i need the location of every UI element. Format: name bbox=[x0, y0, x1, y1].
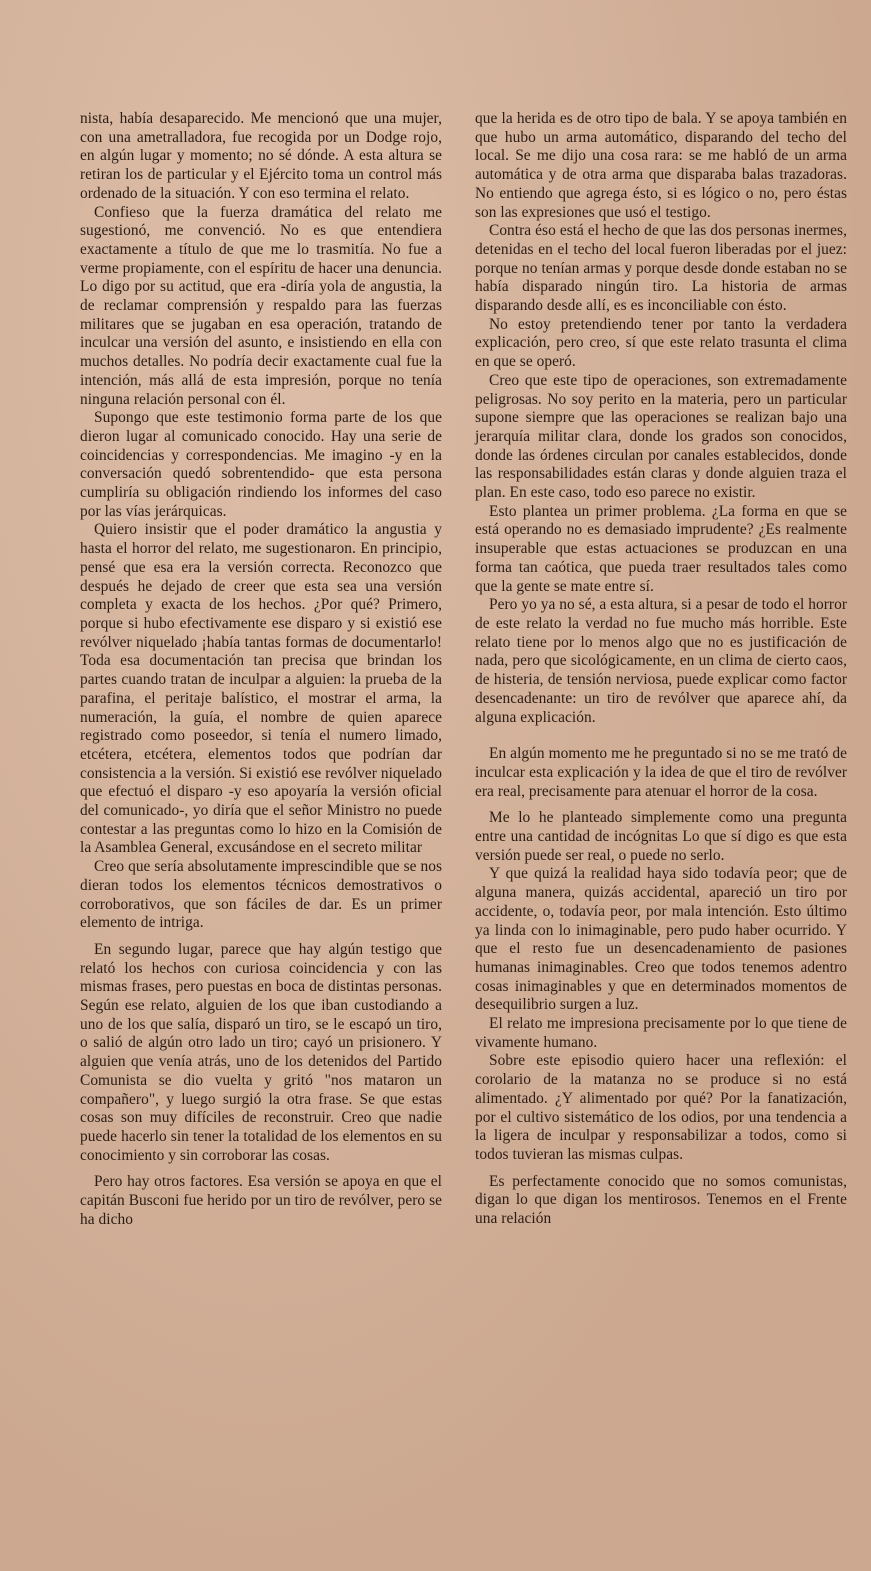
paragraph: Es perfectamente conocido que no somos comunistas, digan lo que digan los mentirosos. Tenemos en el Frente una relación bbox=[475, 1172, 847, 1228]
paragraph: Me lo he planteado simplemente como una pregunta entre una cantidad de incógnitas Lo que sí digo es que esta versión puede ser real, o puede no serlo. bbox=[475, 809, 847, 864]
paragraph: que la herida es de otro tipo de bala. Y se apoya también en que hubo un arma automático, disparando del techo del local. Se me dijo una cosa rara: se me habló de un arma automática y de otra arma que disparaba balas trazadoras. No entiendo que agrega ésto, si es lógico o no, pero éstas son las expresiones que usó el testigo. bbox=[475, 110, 847, 221]
paragraph: El relato me impresiona precisamente por lo que tiene de vivamente humano. bbox=[475, 1015, 847, 1051]
paragraph: Pero hay otros factores. Esa versión se apoya en que el capitán Busconi fue herido por un tiro de revólver, pero se ha dicho bbox=[80, 1173, 442, 1228]
paragraph: Esto plantea un primer problema. ¿La forma en que se está operando no es demasiado imprudente? ¿Es realmente insuperable que estas actuaciones se produzcan en una forma tan caótica, que pueda traer resultados tales como que la gente se mate entre sí. bbox=[475, 502, 847, 595]
paragraph: En algún momento me he preguntado si no se me trató de inculcar esta explicación y la idea de que el tiro de revólver era real, precisamente para atenuar el horror de la cosa. bbox=[475, 745, 847, 800]
paragraph: Y que quizá la realidad haya sido todavía peor; que de alguna manera, quizás accidental, apareció un tiro por accidente, o, todavía peor, por mala intención. Esto último ya linda con lo inimaginable, pero pudo haber ocurrido. Y que el resto fue un desencadenamiento de pasiones humanas inimaginables. Creo que todos tenemos adentro cosas inimaginables y que en determinados momentos de desequilibrio surgen a luz. bbox=[475, 865, 847, 1014]
paragraph: No estoy pretendiendo tener por tanto la verdadera explicación, pero creo, sí que este relato trasunta el clima en que se operó. bbox=[475, 315, 847, 371]
paragraph: Contra éso está el hecho de que las dos personas inermes, detenidas en el techo del local fueron liberadas por el juez: porque no tenían armas y porque desde donde estaban no se había disparado ningún tiro. La historia de armas disparando desde allí, es es inconciliable con ésto. bbox=[475, 222, 847, 315]
paragraph: nista, había desaparecido. Me mencionó que una mujer, con una ametralladora, fue recogida por un Dodge rojo, en algún lugar y momento; no sé dónde. A esta altura se retiran los de particular y el Ejército toma un control más ordenado de la situación. Y con eso termina el relato. bbox=[80, 110, 442, 202]
paragraph: Quiero insistir que el poder dramático la angustia y hasta el horror del relato, me sugestionaron. En principio, pensé que esa era la versión correcta. Reconozco que después he dejado de creer que esta sea una versión completa y exacta de los hechos. ¿Por qué? Primero, porque si hubo efectivamente ese disparo y si existió ese revólver niquelado ¡había tantas formas de documentarlo! Toda esa documentación tan precisa que brindan los partes cuando tratan de inculpar a alguien: la prueba de la parafina, el peritaje balístico, el mostrar el arma, la numeración, la guía, el nombre de quien aparece registrado como poseedor, si tenía el numero limado, etcétera, etcétera, elementos todos que podrían dar consistencia a la versión. Si existió ese revólver niquelado que efectuó el disparo -y eso apoyaría la versión oficial del comunicado-, yo diría que el señor Ministro no puede contestar a las preguntas como lo hizo en la Comisión de la Asamblea General, excusándose en el secreto militar bbox=[80, 521, 442, 857]
paragraph: Supongo que este testimonio forma parte de los que dieron lugar al comunicado conocido. Hay una serie de coincidencias y correspondencias. Me imagino -y en la conversación quedó sobrentendido- que esta persona cumpliría su obligación rindiendo los informes del caso por las vías jerárquicas. bbox=[80, 409, 442, 520]
paragraph: En segundo lugar, parece que hay algún testigo que relató los hechos con curiosa coincidencia y con las mismas frases, pero puestas en boca de distintas personas. Según ese relato, alguien de los que iban custodiando a uno de los que salía, disparó un tiro, se le escapó un tiro, o salió de algún otro lado un tiro; cayó un prisionero. Y alguien que venía atrás, uno de los detenidos del Partido Comunista se dio vuelta y gritó "nos mataron un compañero", y luego surgió la otra frase. Se que estas cosas son muy difíciles de reconstruir. Creo que nadie puede hacerlo sin tener la totalidad de los elementos en su conocimiento y sin corroborar las cosas. bbox=[80, 940, 442, 1164]
paragraph: Confieso que la fuerza dramática del relato me sugestionó, me convenció. No es que entendiera exactamente a título de que me lo trasmitía. No fue a verme propiamente, con el espíritu de hacer una denuncia. Lo digo por su actitud, que era -diría yola de angustia, la de reclamar comprensión y respaldo para las fuerzas militares que se jugaban en esa operación, tratando de inculcar una versión del asunto, e insistiendo en ella con muchos detalles. No podría decir exactamente cual fue la intención, más allá de esta impresión, porque no tenía ninguna relación personal con él. bbox=[80, 203, 442, 408]
paragraph: Sobre este episodio quiero hacer una reflexión: el corolario de la matanza no se produce si no está alimentado. ¿Y alimentado por qué? Por la fanatización, por el cultivo sistemático de los odios, por una tendencia a la ligera de inculpar y responsabilizar a todos, como si todos tuvieran las mismas culpas. bbox=[475, 1052, 847, 1163]
left-column bbox=[80, 110, 442, 1229]
paragraph: Creo que este tipo de operaciones, son extremadamente peligrosas. No soy perito en la materia, pero un particular supone siempre que las operaciones se realizan bajo una jerarquía militar clara, donde los grados son conocidos, donde las órdenes circulan por canales establecidos, donde las responsabilidades están claras y donde alguien traza el plan. En este caso, todo eso parece no existir. bbox=[475, 371, 847, 502]
right-column bbox=[475, 110, 847, 1229]
paragraph: Creo que sería absolutamente imprescindible que se nos dieran todos los elementos técnicos demostrativos o corroborativos, que son fáciles de dar. Es un primer elemento de intriga. bbox=[80, 858, 442, 932]
paragraph: Pero yo ya no sé, a esta altura, si a pesar de todo el horror de este relato la verdad no fue mucho más horrible. Este relato tiene por lo menos algo que no es justificación de nada, pero que sicológicamente, en un clima de cierto caos, de histeria, de tensión nerviosa, puede explicar como factor desencadenante: un tiro de revólver que aparece ahí, da alguna explicación. bbox=[475, 596, 847, 726]
